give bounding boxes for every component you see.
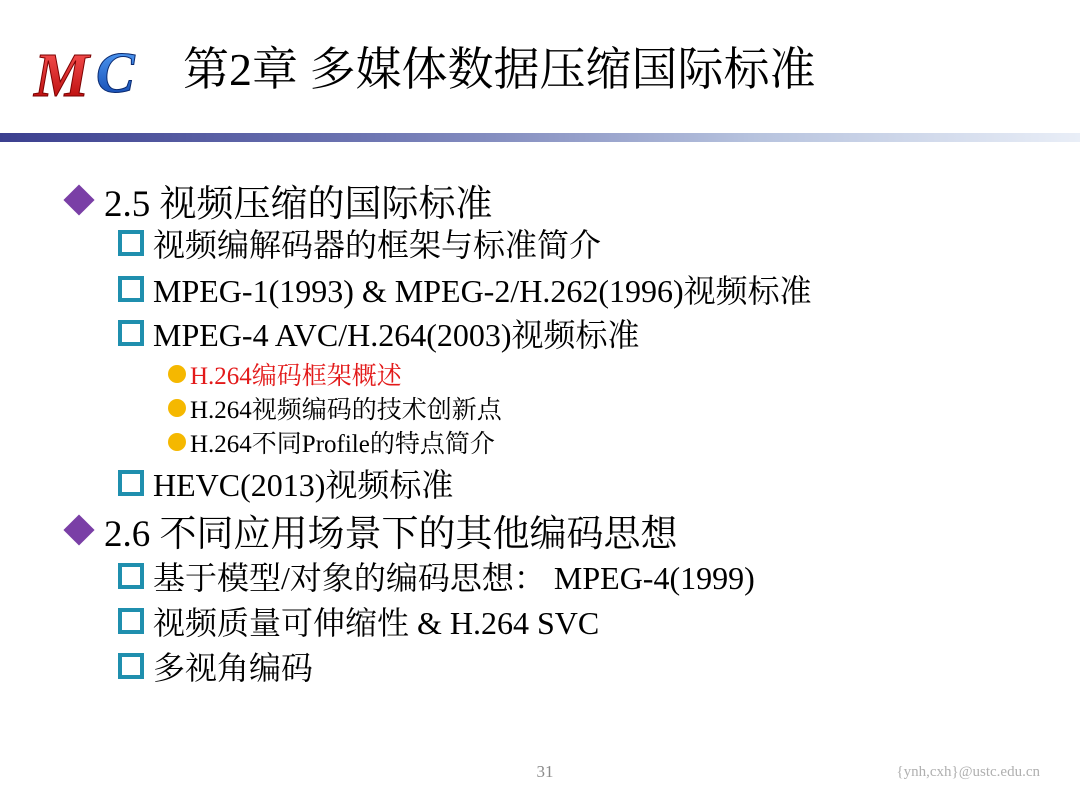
outline-item bbox=[118, 222, 601, 264]
square-bullet-icon bbox=[118, 276, 144, 302]
outline-item bbox=[118, 645, 313, 687]
outline-text: MPEG-4 AVC/H.264(2003)视频标准 bbox=[153, 317, 640, 353]
outline-item bbox=[118, 555, 755, 597]
square-bullet-icon bbox=[118, 653, 144, 679]
outline-item bbox=[62, 176, 493, 224]
outline-text: 基于模型/对象的编码思想： MPEG-4(1999) bbox=[153, 560, 755, 596]
outline-item bbox=[118, 268, 812, 310]
outline-text: 视频编解码器的框架与标准简介 bbox=[153, 227, 602, 263]
outline-item bbox=[118, 312, 640, 354]
outline-item bbox=[168, 391, 502, 425]
footer-email: {ynh,cxh}@ustc.edu.cn bbox=[896, 764, 1040, 780]
dot-bullet-icon bbox=[168, 433, 186, 451]
outline-text: 多视角编码 bbox=[153, 650, 314, 686]
outline-text: H.264视频编码的技术创新点 bbox=[190, 397, 502, 424]
outline-text: 2.6 不同应用场景下的其他编码思想 bbox=[104, 514, 678, 555]
outline-item bbox=[118, 462, 453, 504]
diamond-bullet-icon bbox=[63, 184, 94, 215]
outline-item bbox=[118, 600, 599, 642]
square-bullet-icon bbox=[118, 320, 144, 346]
outline-item bbox=[168, 357, 402, 391]
slide-title: 第2章 多媒体数据压缩国际标准 bbox=[183, 44, 816, 95]
outline-text: MPEG-1(1993) & MPEG-2/H.262(1996)视频标准 bbox=[153, 273, 812, 309]
dot-bullet-icon bbox=[168, 399, 186, 417]
outline-text: 视频质量可伸缩性 & H.264 SVC bbox=[153, 605, 600, 641]
outline-text: HEVC(2013)视频标准 bbox=[153, 467, 454, 503]
diamond-bullet-icon bbox=[63, 514, 94, 545]
outline-text-highlighted: H.264编码框架概述 bbox=[190, 363, 402, 390]
square-bullet-icon bbox=[118, 563, 144, 589]
square-bullet-icon bbox=[118, 608, 144, 634]
outline-item bbox=[168, 425, 495, 459]
svg-text:C: C bbox=[96, 40, 135, 105]
dot-bullet-icon bbox=[168, 365, 186, 383]
square-bullet-icon bbox=[118, 470, 144, 496]
page-number: 31 bbox=[536, 762, 554, 781]
svg-text:M: M bbox=[34, 42, 90, 110]
outline-item bbox=[62, 506, 678, 554]
square-bullet-icon bbox=[118, 230, 144, 256]
outline-text: 2.5 视频压缩的国际标准 bbox=[104, 184, 493, 225]
outline-text: H.264不同Profile的特点简介 bbox=[190, 431, 495, 458]
